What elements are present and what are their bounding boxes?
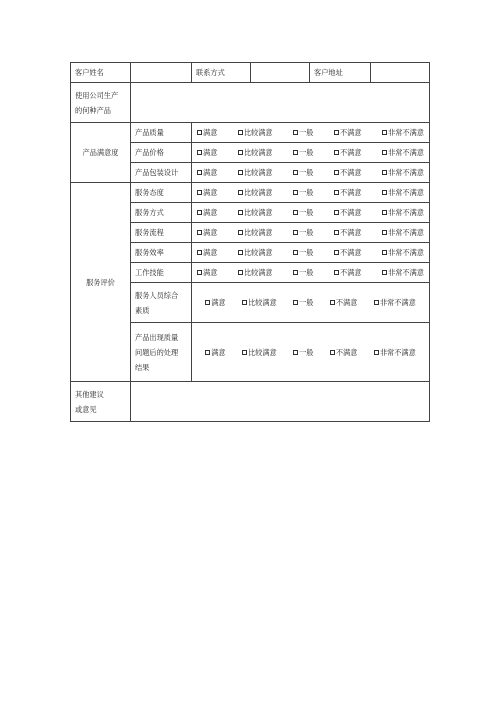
rating-option-label: 比较满意 [243,168,273,177]
rating-option[interactable] [238,245,273,260]
checkbox-icon[interactable] [382,150,387,155]
checkbox-icon[interactable] [197,190,202,195]
rating-option-label: 非常不满意 [388,208,424,217]
rating-option[interactable] [238,145,273,160]
rating-option-label: 不满意 [335,298,358,307]
rating-option-label: 一般 [299,128,314,137]
checkbox-icon[interactable] [382,130,387,135]
checkbox-icon[interactable] [374,350,379,355]
rating-options [192,263,430,283]
rating-option-label: 满意 [203,228,218,237]
rating-option[interactable] [334,225,362,240]
checkbox-icon[interactable] [238,150,243,155]
rating-option-group [196,205,425,220]
item-label: 产品出现质量 问题后的处理 结果 [131,323,192,382]
rating-option-label: 一般 [299,208,314,217]
contact-field[interactable] [251,63,310,83]
rating-option-label: 一般 [299,168,314,177]
checkbox-icon[interactable] [197,130,202,135]
rating-option[interactable] [293,165,313,180]
rating-option-label: 非常不满意 [379,298,416,307]
product-satisfaction-category: 产品满意度 [71,123,131,183]
rating-option[interactable] [334,145,362,160]
checkbox-icon[interactable] [238,270,243,275]
rating-option[interactable] [293,295,313,310]
other-suggestions-row [71,382,430,422]
rating-row [71,183,430,203]
rating-option[interactable] [382,165,424,180]
rating-option-label: 一般 [299,347,314,357]
checkbox-icon[interactable] [197,230,202,235]
checkbox-icon[interactable] [238,170,243,175]
rating-option[interactable] [205,345,225,360]
checkbox-icon[interactable] [374,300,379,305]
rating-option-label: 满意 [211,298,226,307]
rating-option[interactable] [242,295,277,310]
checkbox-icon[interactable] [238,130,243,135]
rating-option-label: 比较满意 [243,188,273,197]
rating-option[interactable] [205,295,225,310]
rating-option-label: 非常不满意 [388,168,424,177]
header-row [71,63,430,83]
rating-option[interactable] [238,185,273,200]
rating-options [192,163,430,183]
checkbox-icon[interactable] [197,170,202,175]
rating-option[interactable] [330,345,358,360]
item-label: 服务流程 [131,223,192,243]
contact-label: 联系方式 [192,63,251,83]
rating-option[interactable] [293,185,313,200]
checkbox-icon[interactable] [238,190,243,195]
rating-option-group [196,245,425,260]
item-label: 服务效率 [131,243,192,263]
address-field[interactable] [371,63,430,83]
rating-option[interactable] [293,125,313,140]
rating-option-label: 非常不满意 [388,148,424,157]
rating-option[interactable] [197,165,217,180]
checkbox-icon[interactable] [197,210,202,215]
rating-option-group [196,265,425,280]
rating-option-label: 满意 [203,128,218,137]
checkbox-icon[interactable] [197,150,202,155]
checkbox-icon[interactable] [382,270,387,275]
checkbox-icon[interactable] [293,250,298,255]
checkbox-icon[interactable] [382,170,387,175]
checkbox-icon[interactable] [242,350,247,355]
rating-option[interactable] [197,245,217,260]
checkbox-icon[interactable] [238,230,243,235]
rating-option[interactable] [197,225,217,240]
rating-option[interactable] [238,265,273,280]
product-type-label: 使用公司生产 的何种产品 [71,83,131,123]
rating-option-label: 非常不满意 [388,268,424,277]
rating-option-label: 非常不满意 [388,128,424,137]
rating-option[interactable] [238,205,273,220]
rating-option-label: 不满意 [339,228,362,237]
rating-options [192,223,430,243]
rating-option-label: 一般 [299,298,314,307]
rating-option-label: 满意 [203,168,218,177]
rating-options [192,123,430,143]
rating-option[interactable] [197,185,217,200]
other-suggestions-label: 其他建议 或意见 [71,382,131,422]
rating-option-label: 满意 [203,248,218,257]
item-label: 产品质量 [131,123,192,143]
rating-option-label: 不满意 [339,168,362,177]
rating-option[interactable] [374,295,416,310]
rating-options [192,323,430,382]
rating-option-label: 比较满意 [243,208,273,217]
checkbox-icon[interactable] [293,300,298,305]
checkbox-icon[interactable] [293,170,298,175]
rating-options [192,143,430,163]
rating-option[interactable] [382,125,424,140]
checkbox-icon[interactable] [205,350,210,355]
rating-option[interactable] [238,225,273,240]
checkbox-icon[interactable] [334,130,339,135]
rating-option[interactable] [238,165,273,180]
item-label: 产品价格 [131,143,192,163]
checkbox-icon[interactable] [382,230,387,235]
item-label: 服务方式 [131,203,192,223]
rating-options [192,203,430,223]
rating-option-group [196,125,425,140]
rating-option-label: 满意 [203,208,218,217]
item-label: 工作技能 [131,263,192,283]
checkbox-icon[interactable] [293,350,298,355]
rating-option[interactable] [382,225,424,240]
item-label: 服务态度 [131,183,192,203]
rating-option-label: 一般 [299,268,314,277]
rating-option[interactable] [382,145,424,160]
rating-option-label: 比较满意 [243,268,273,277]
rating-option[interactable] [382,265,424,280]
rating-option-label: 一般 [299,188,314,197]
rating-option-label: 不满意 [335,347,358,357]
rating-option-label: 满意 [203,268,218,277]
rating-options [192,283,430,323]
rating-option[interactable] [197,265,217,280]
rating-option-label: 非常不满意 [388,228,424,237]
checkbox-icon[interactable] [293,190,298,195]
rating-option-label: 满意 [203,148,218,157]
rating-option-label: 不满意 [339,148,362,157]
checkbox-icon[interactable] [334,250,339,255]
rating-option-group [196,295,425,310]
rating-option[interactable] [293,245,313,260]
rating-option-group [196,345,425,360]
checkbox-icon[interactable] [197,250,202,255]
rating-option-label: 一般 [299,248,314,257]
rating-row [71,123,430,143]
checkbox-icon[interactable] [293,230,298,235]
rating-option-label: 一般 [299,228,314,237]
rating-option-group [196,225,425,240]
checkbox-icon[interactable] [334,170,339,175]
product-type-field[interactable] [131,83,430,123]
service-evaluation-category: 服务评价 [71,183,131,382]
rating-option[interactable] [293,265,313,280]
rating-option[interactable] [197,125,217,140]
rating-option-label: 满意 [211,347,226,357]
checkbox-icon[interactable] [330,350,335,355]
rating-option[interactable] [374,345,416,360]
rating-option[interactable] [197,145,217,160]
rating-option[interactable] [242,345,277,360]
checkbox-icon[interactable] [330,300,335,305]
rating-options [192,183,430,203]
checkbox-icon[interactable] [242,300,247,305]
checkbox-icon[interactable] [334,230,339,235]
product-type-row [71,83,430,123]
rating-option[interactable] [334,125,362,140]
rating-option[interactable] [382,185,424,200]
rating-option-group [196,165,425,180]
rating-option-label: 不满意 [339,128,362,137]
rating-option[interactable] [330,295,358,310]
item-label: 服务人员综合 素质 [131,283,192,323]
checkbox-icon[interactable] [293,270,298,275]
rating-option-label: 不满意 [339,248,362,257]
rating-option[interactable] [334,165,362,180]
rating-option-label: 不满意 [339,208,362,217]
checkbox-icon[interactable] [382,190,387,195]
rating-option-label: 不满意 [339,268,362,277]
checkbox-icon[interactable] [293,150,298,155]
rating-option-label: 比较满意 [243,148,273,157]
address-label: 客户地址 [310,63,371,83]
rating-option-label: 满意 [203,188,218,197]
rating-option[interactable] [334,205,362,220]
checkbox-icon[interactable] [197,270,202,275]
rating-option-label: 非常不满意 [388,248,424,257]
other-suggestions-field[interactable] [131,382,430,422]
rating-option[interactable] [334,245,362,260]
rating-option[interactable] [334,265,362,280]
checkbox-icon[interactable] [334,190,339,195]
rating-option-label: 不满意 [339,188,362,197]
checkbox-icon[interactable] [205,300,210,305]
rating-option[interactable] [382,205,424,220]
rating-option-label: 非常不满意 [379,347,416,357]
rating-option-label: 比较满意 [247,298,277,307]
rating-option-group [196,185,425,200]
rating-option[interactable] [382,245,424,260]
checkbox-icon[interactable] [334,210,339,215]
checkbox-icon[interactable] [382,210,387,215]
customer-feedback-form [70,62,430,422]
rating-option-label: 一般 [299,148,314,157]
rating-option[interactable] [293,145,313,160]
rating-option[interactable] [293,225,313,240]
rating-option-label: 比较满意 [243,248,273,257]
customer-name-field[interactable] [131,63,192,83]
checkbox-icon[interactable] [238,210,243,215]
rating-option[interactable] [293,205,313,220]
checkbox-icon[interactable] [382,250,387,255]
rating-option-label: 比较满意 [243,228,273,237]
item-label: 产品包装设计 [131,163,192,183]
rating-option[interactable] [293,345,313,360]
checkbox-icon[interactable] [334,150,339,155]
checkbox-icon[interactable] [334,270,339,275]
checkbox-icon[interactable] [293,210,298,215]
checkbox-icon[interactable] [238,250,243,255]
rating-options [192,243,430,263]
rating-option-group [196,145,425,160]
rating-option-label: 比较满意 [247,347,277,357]
rating-option[interactable] [334,185,362,200]
rating-option-label: 比较满意 [243,128,273,137]
rating-option[interactable] [197,205,217,220]
customer-name-label: 客户姓名 [71,63,131,83]
checkbox-icon[interactable] [293,130,298,135]
rating-option[interactable] [238,125,273,140]
rating-option-label: 非常不满意 [388,188,424,197]
